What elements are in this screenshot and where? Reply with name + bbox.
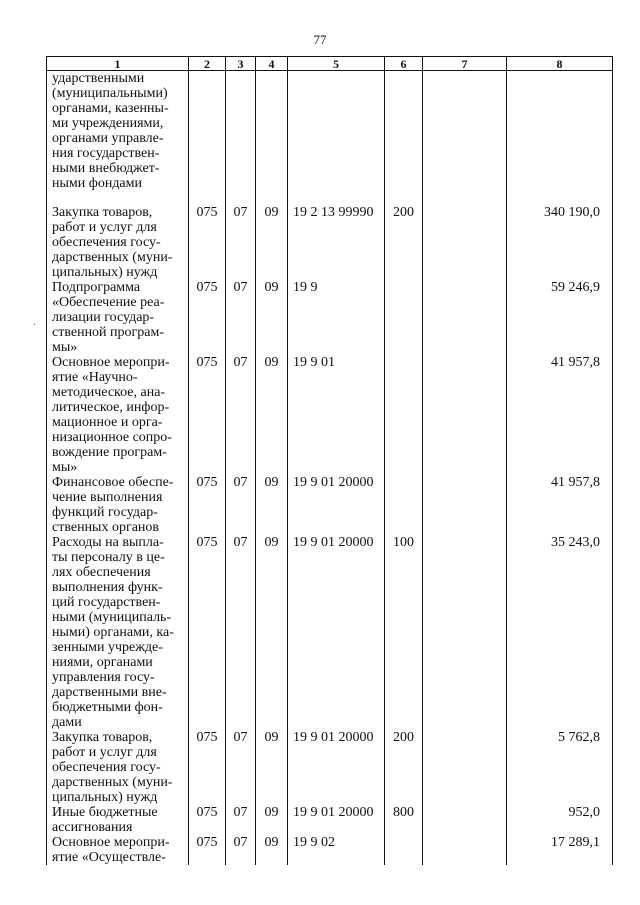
table-row — [47, 730, 613, 805]
row-col2: 075 — [189, 835, 226, 865]
row-col2: 075 — [189, 805, 226, 835]
row-name: Расходы на выпла- ты персоналу в це- лях обеспечения выполнения функ- ций государствен- ными (муниципаль- ными) органами, ка- зенными учрежде- ниями, органами управления госу- дарственными вне- бюджетными фон- дами — [52, 535, 174, 730]
table-row — [47, 805, 613, 835]
row-col7 — [423, 205, 507, 280]
row-col4: 09 — [256, 205, 288, 280]
row-name: Закупка товаров, работ и услуг для обеспечения госу- дарственных (муни- ципальных) нужд — [52, 205, 173, 280]
row-col5: 19 9 01 20000 — [288, 730, 385, 805]
row-col4: 09 — [256, 535, 288, 730]
row-col3: 07 — [226, 805, 256, 835]
row-col5: 19 9 01 20000 — [288, 535, 385, 730]
row-col4: 09 — [256, 355, 288, 475]
row-col8: 59 246,9 — [507, 280, 613, 355]
row-col3: 07 — [226, 280, 256, 355]
row-col3: 07 — [226, 835, 256, 865]
row-col6: 100 — [385, 535, 423, 730]
row-col4: 09 — [256, 835, 288, 865]
table-row — [47, 835, 613, 865]
row-col2: 075 — [189, 355, 226, 475]
row-col7 — [423, 730, 507, 805]
row-col8: 17 289,1 — [507, 835, 613, 865]
row-col6: 200 — [385, 205, 423, 280]
column-header-3: 3 — [226, 57, 256, 71]
row-col5: 19 9 02 — [288, 835, 385, 865]
row-col2: 075 — [189, 730, 226, 805]
row-col6 — [385, 835, 423, 865]
row-col4: 09 — [256, 805, 288, 835]
row-col6: 800 — [385, 805, 423, 835]
column-header-2: 2 — [189, 57, 226, 71]
row-col8: 952,0 — [507, 805, 613, 835]
column-header-4: 4 — [256, 57, 288, 71]
row-col5: 19 9 — [288, 280, 385, 355]
budget-table — [46, 56, 613, 865]
table-row — [47, 475, 613, 535]
column-header-6: 6 — [385, 57, 423, 71]
row-col8: 340 190,0 — [507, 205, 613, 280]
row-col8: 41 957,8 — [507, 355, 613, 475]
row-col3: 07 — [226, 730, 256, 805]
table-row — [47, 205, 613, 280]
table-body — [47, 71, 613, 866]
row-name: Основное меропри- ятие «Научно- методическое, ана- литическое, инфор- мационное и орга- низационное сопро- вождение програм- мы» — [52, 355, 172, 475]
row-col3: 07 — [226, 355, 256, 475]
row-col3: 07 — [226, 475, 256, 535]
column-header-1: 1 — [47, 57, 189, 71]
row-col7 — [423, 280, 507, 355]
row-col5: 19 2 13 99990 — [288, 205, 385, 280]
row-col6 — [385, 475, 423, 535]
row-col5: 19 9 01 20000 — [288, 805, 385, 835]
margin-mark: · — [33, 320, 37, 331]
row-col7 — [423, 475, 507, 535]
row-col5: 19 9 01 — [288, 355, 385, 475]
table-row — [47, 280, 613, 355]
row-col7 — [423, 535, 507, 730]
row-col7 — [423, 805, 507, 835]
row-col2: 075 — [189, 535, 226, 730]
column-header-5: 5 — [288, 57, 385, 71]
row-col5: 19 9 01 20000 — [288, 475, 385, 535]
row-name: Иные бюджетные ассигнования — [52, 805, 158, 835]
row-col2: 075 — [189, 280, 226, 355]
continuation-row — [47, 71, 613, 206]
row-col6 — [385, 280, 423, 355]
column-header-7: 7 — [423, 57, 507, 71]
row-col2: 075 — [189, 475, 226, 535]
row-col7 — [423, 835, 507, 865]
row-name: Основное меропри- ятие «Осуществле- — [52, 835, 170, 865]
row-col3: 07 — [226, 205, 256, 280]
row-name: Закупка товаров, работ и услуг для обеспечения госу- дарственных (муни- ципальных) нужд — [52, 730, 173, 805]
row-col6 — [385, 355, 423, 475]
table-row — [47, 535, 613, 730]
row-col4: 09 — [256, 280, 288, 355]
row-col8: 41 957,8 — [507, 475, 613, 535]
row-col7 — [423, 355, 507, 475]
page-number: 77 — [313, 32, 327, 47]
table-row — [47, 355, 613, 475]
row-col2: 075 — [189, 205, 226, 280]
row-col3: 07 — [226, 535, 256, 730]
row-name: Подпрограмма «Обеспечение реа- лизации государ- ственной програм- мы» — [52, 280, 165, 355]
continuation-text: ударственными (муниципальными) органами, казенны- ми учреждениями, органами управле- ния государствен- ными внебюджет- ными фондами — [52, 71, 169, 191]
header-row — [47, 57, 613, 71]
row-name: Финансовое обеспе- чение выполнения функций государ- ственных органов — [52, 475, 174, 535]
row-col4: 09 — [256, 730, 288, 805]
row-col8: 5 762,8 — [507, 730, 613, 805]
row-col6: 200 — [385, 730, 423, 805]
row-col4: 09 — [256, 475, 288, 535]
row-col8: 35 243,0 — [507, 535, 613, 730]
column-header-8: 8 — [507, 57, 613, 71]
